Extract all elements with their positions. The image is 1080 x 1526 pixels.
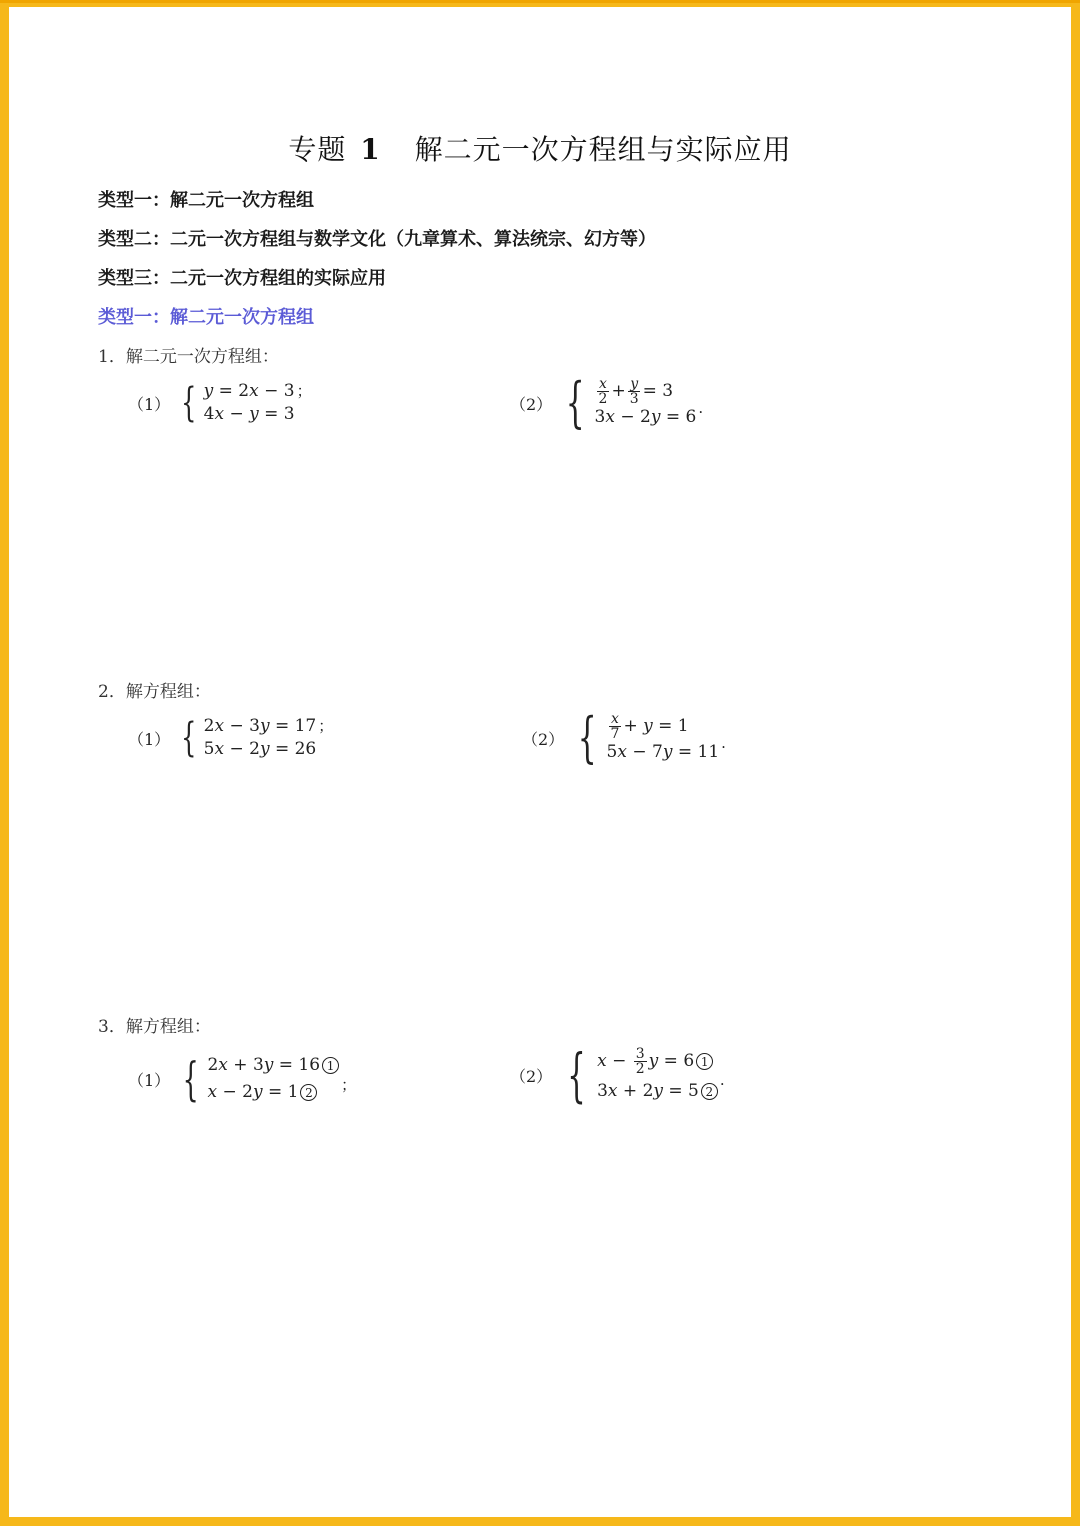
equation: $\frac{x}{2}$ + $\frac{y}{3}$ = 3	[598, 376, 674, 407]
problem-2-head: 2．解方程组：	[98, 682, 211, 702]
equation: 2 x − 3 y = 17	[203, 716, 317, 736]
part-label: （1）	[128, 729, 171, 749]
type-three-line: 类型三：二元一次方程组的实际应用	[98, 268, 386, 289]
page-title	[0, 128, 1080, 168]
equation-system	[570, 706, 726, 769]
equation-system	[558, 371, 704, 434]
equation: 5 x − 2 y = 26	[203, 739, 317, 759]
part-label: （2）	[522, 729, 565, 749]
equation-system	[176, 715, 333, 761]
title-text: 解二元一次方程组与实际应用	[414, 133, 792, 166]
equation: x − $\frac{3}{2}$ y = 6 1	[597, 1047, 718, 1076]
equation: 2 x + 3 y = 16 1	[207, 1052, 339, 1079]
part-label: （2）	[510, 394, 553, 414]
part-label: （1）	[128, 394, 171, 414]
type-two-line: 类型二：二元一次方程组与数学文化（九章算术、算法统宗、幻方等）	[98, 229, 656, 250]
section-heading: 类型一：解二元一次方程组	[98, 307, 314, 328]
left-brace: {	[182, 1052, 199, 1106]
punctuation: ；	[341, 1075, 357, 1094]
title-number: 1	[360, 133, 381, 166]
punctuation: ；	[318, 717, 334, 735]
equation: 3 x + 2 y = 5 2	[597, 1080, 718, 1103]
circled-one: 1	[322, 1057, 339, 1074]
circled-two: 2	[701, 1083, 718, 1100]
equation: 4 x − y = 3	[203, 404, 295, 424]
left-brace: {	[577, 706, 597, 769]
punctuation: .	[698, 399, 704, 417]
problem-3-part-1	[128, 1052, 356, 1106]
type-one-line: 类型一：解二元一次方程组	[98, 190, 314, 211]
equation: 5 x − 7 y = 11	[606, 742, 720, 762]
problem-2-part-2	[522, 706, 726, 769]
left-brace: {	[567, 1041, 586, 1109]
part-label: （2）	[510, 1066, 553, 1086]
left-brace: {	[181, 380, 197, 426]
equation-system	[176, 1052, 356, 1106]
problem-1-head: 1．解二元一次方程组：	[98, 347, 279, 367]
problem-1-part-1	[128, 380, 312, 426]
part-label: （1）	[128, 1070, 171, 1090]
left-brace: {	[181, 715, 197, 761]
equation: x − 2 y = 1 2	[207, 1079, 339, 1106]
problem-3-head: 3．解方程组：	[98, 1017, 211, 1037]
top-border-line	[0, 0, 1080, 3]
problem-1-part-2	[510, 371, 704, 434]
equation: 3 x − 2 y = 6	[594, 407, 697, 427]
circled-one: 1	[696, 1053, 713, 1070]
left-brace: {	[565, 371, 585, 434]
punctuation: .	[721, 734, 726, 752]
punctuation: .	[719, 1071, 725, 1089]
problem-3-part-2	[510, 1041, 725, 1109]
equation: $\frac{x}{7}$ + y = 1	[610, 711, 689, 742]
title-prefix: 专题	[288, 133, 347, 166]
problem-2-part-1	[128, 715, 333, 761]
equation-system	[558, 1041, 725, 1109]
equation: y = 2 x − 3	[203, 381, 295, 401]
punctuation: ；	[296, 382, 312, 400]
equation-system	[176, 380, 311, 426]
circled-two: 2	[300, 1084, 317, 1101]
